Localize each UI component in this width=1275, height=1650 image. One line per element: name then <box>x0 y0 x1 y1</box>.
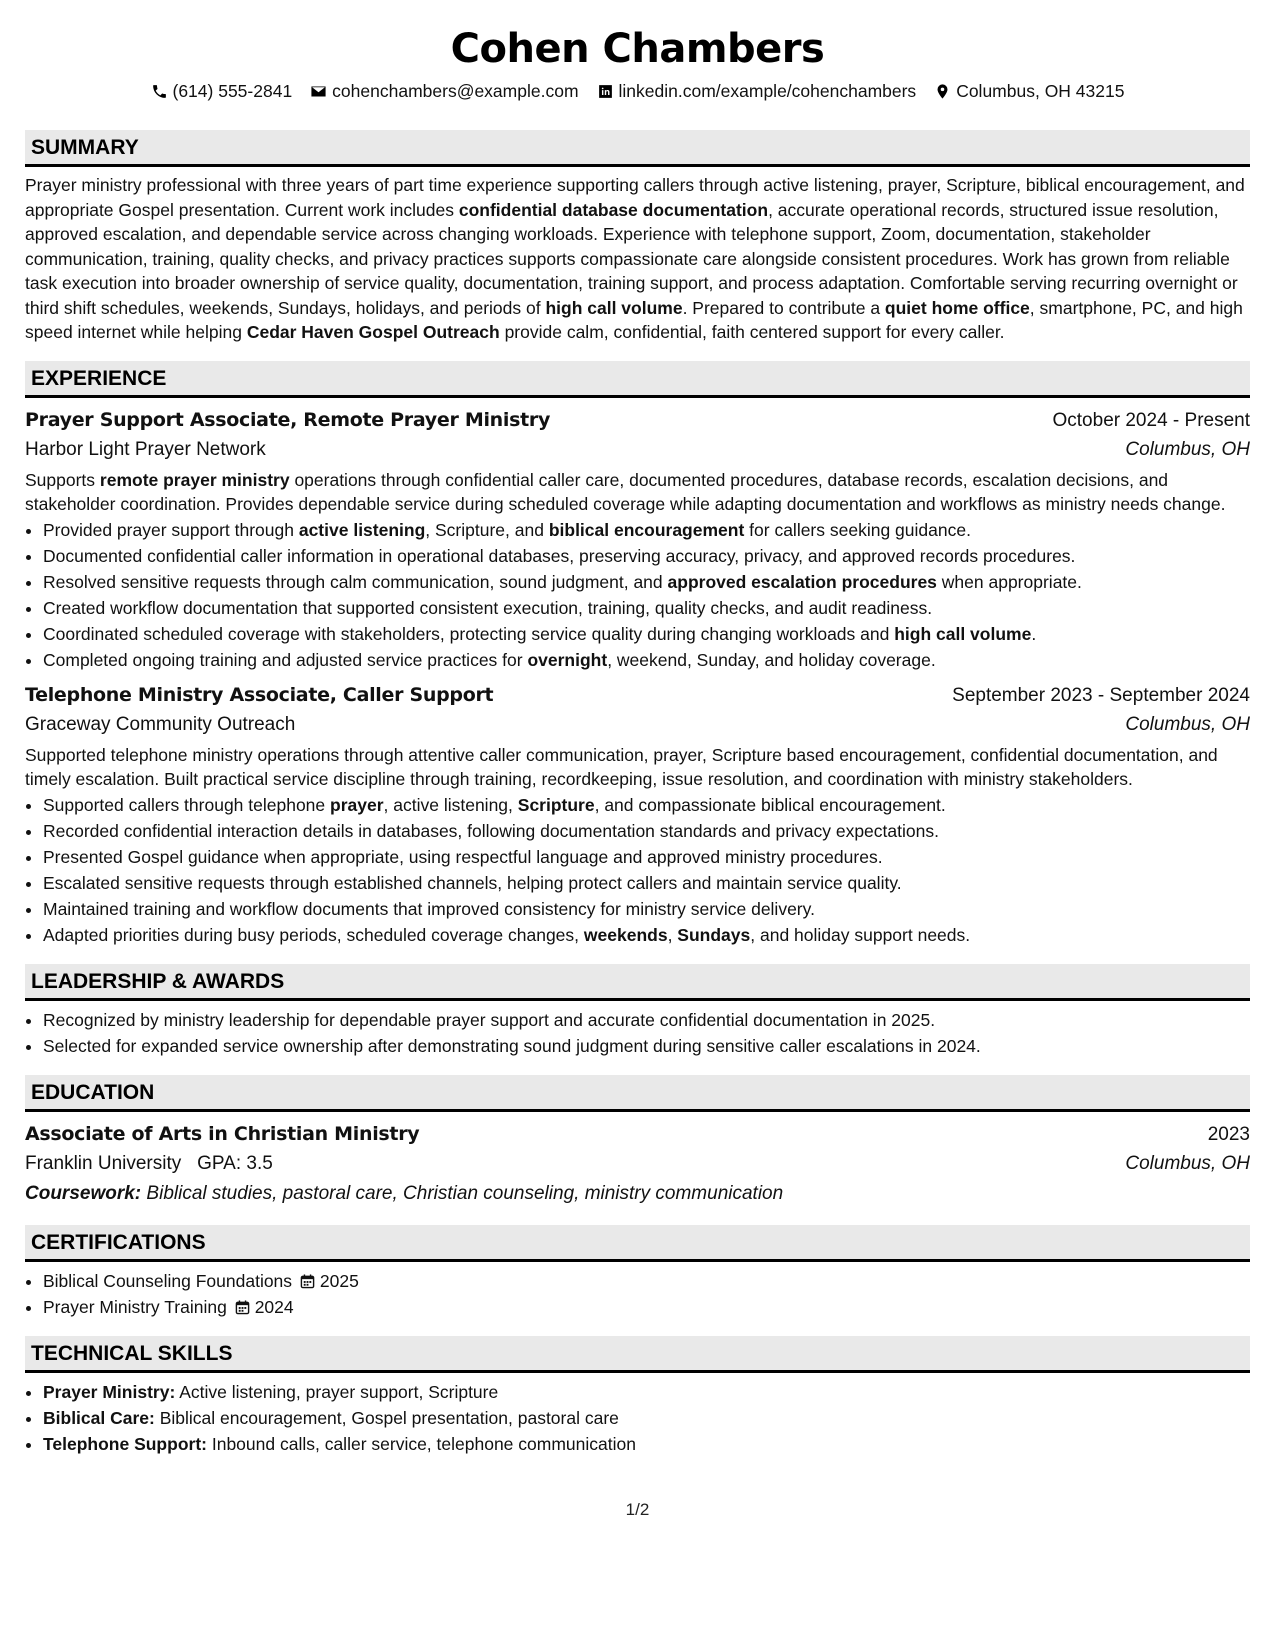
list-item <box>43 647 1250 673</box>
school-info <box>25 1149 273 1179</box>
bullet-seg: , and holiday support needs. <box>750 924 971 945</box>
job-description <box>25 743 1250 792</box>
linkedin-text[interactable]: linkedin.com/example/cohenchambers <box>618 81 917 101</box>
summary-seg: , smartphone, PC, and high speed internet while helping <box>25 297 1243 342</box>
bullet-seg: Escalated sensitive requests through established channels, helping protect callers and maintain service quality. <box>43 872 902 893</box>
degree-title: Associate of Arts in Christian Ministry <box>25 1122 420 1145</box>
desc-seg: operations through confidential caller care, documented procedures, database records, escalation decisions, and stakeholder coordination. Provides dependable service during scheduled coverage while adapting documentation and workflows as ministry needs change. <box>25 469 1226 514</box>
skills-heading: TECHNICAL SKILLS <box>25 1336 1250 1373</box>
summary-seg: , accurate operational records, structured issue resolution, approved escalation, and dependable service across changing workloads. Experience with telephone support, Zoom, documentation, stakeholder communication, training, quality checks, and privacy practices supports compassionate care alongside consistent procedures. Work has grown from reliable task execution into broader ownership of service quality, documentation, training support, and process adaptation. Comfortable serving recurring overnight or third shift schedules, weekends, Sundays, holidays, and periods of <box>25 199 1238 318</box>
list-item <box>43 1268 1250 1294</box>
contact-email[interactable] <box>310 78 578 104</box>
bullet-seg: Completed ongoing training and adjusted service practices for <box>43 649 528 670</box>
job-header <box>25 681 1250 710</box>
bullet-bold: biblical encouragement <box>548 519 745 540</box>
summary-heading: SUMMARY <box>25 130 1250 167</box>
bullet-seg: , active listening, <box>383 794 518 815</box>
education-heading: EDUCATION <box>25 1075 1250 1112</box>
list-item <box>43 517 1250 543</box>
coursework-text: Biblical studies, pastoral care, Christian counseling, ministry communication <box>146 1182 784 1204</box>
summary-bold: Cedar Haven Gospel Outreach <box>246 322 500 342</box>
cert-name: Biblical Counseling Foundations <box>43 1270 293 1291</box>
certifications-section <box>25 1225 1250 1320</box>
list-item <box>43 621 1250 647</box>
bullet-seg: Documented confidential caller information in operational databases, preserving accuracy, privacy, and approved records procedures. <box>43 545 1076 566</box>
school-location: Columbus, OH <box>1125 1152 1250 1174</box>
bullet-seg: , and compassionate biblical encouragement. <box>594 794 946 815</box>
certifications-list <box>25 1268 1250 1320</box>
location-text: Columbus, OH 43215 <box>956 81 1125 101</box>
bullet-seg: Recorded confidential interaction details in databases, following documentation standards and privacy expectations. <box>43 820 939 841</box>
skill-value: Biblical encouragement, Gospel presentation, pastoral care <box>159 1407 619 1428</box>
list-item <box>43 870 1250 896</box>
job-location: Columbus, OH <box>1125 438 1250 460</box>
bullet-bold: high call volume <box>894 623 1032 644</box>
bullet-seg: . <box>1031 623 1037 644</box>
job-subheader <box>25 710 1250 740</box>
experience-heading: EXPERIENCE <box>25 361 1250 398</box>
job-title: Prayer Support Associate, Remote Prayer Ministry <box>25 408 551 431</box>
skills-section <box>25 1336 1250 1457</box>
summary-text <box>25 173 1250 345</box>
list-item <box>43 543 1250 569</box>
bullet-bold: prayer <box>330 794 384 815</box>
job-company: Harbor Light Prayer Network <box>25 438 266 460</box>
list-item <box>43 1379 1250 1405</box>
job-entry <box>25 681 1250 948</box>
cert-year: 2025 <box>319 1270 359 1291</box>
phone-icon <box>151 83 168 100</box>
bullet-seg: Created workflow documentation that supported consistent execution, training, quality checks, and audit readiness. <box>43 597 933 618</box>
bullet-seg: Coordinated scheduled coverage with stakeholders, protecting service quality during changing workloads and <box>43 623 895 644</box>
summary-section <box>25 130 1250 345</box>
leadership-list <box>25 1007 1250 1059</box>
list-item <box>43 1405 1250 1431</box>
bullet-bold: overnight <box>527 649 608 670</box>
school-name: Franklin University <box>25 1152 182 1174</box>
bullet-seg: , <box>667 924 678 945</box>
bullet-seg: Adapted priorities during busy periods, scheduled coverage changes, <box>43 924 584 945</box>
summary-seg: Prayer ministry professional with three years of part time experience supporting callers through active listening, prayer, Scripture, biblical encouragement, and appropriate Gospel presentation. Current work includes <box>25 175 1245 220</box>
email-text[interactable]: cohenchambers@example.com <box>332 81 579 101</box>
resume-page <box>25 20 1250 1457</box>
bullet-seg: Supported callers through telephone <box>43 794 331 815</box>
envelope-icon <box>310 83 327 100</box>
summary-seg: provide calm, confidential, faith centered support for every caller. <box>499 322 1005 342</box>
list-item <box>43 595 1250 621</box>
education-subheader <box>25 1149 1250 1179</box>
skills-list <box>25 1379 1250 1457</box>
bullet-seg: Maintained training and workflow documents that improved consistency for ministry service delivery. <box>43 898 815 919</box>
job-description <box>25 468 1250 517</box>
page-number: 1/2 <box>625 1500 650 1519</box>
gpa: GPA: 3.5 <box>197 1152 273 1174</box>
desc-seg: Supported telephone ministry operations through attentive caller communication, prayer, Scripture based encouragement, confidential documentation, and timely escalation. Built practical service discipline through training, recordkeeping, issue resolution, and coordination with ministry stakeholders. <box>25 744 1218 789</box>
bullet-seg: Provided prayer support through <box>43 519 299 540</box>
list-item: • Recognized by ministry leadership for dependable prayer support and accurate confidential documentation in 2025. <box>43 1007 1250 1033</box>
leadership-heading: LEADERSHIP & AWARDS <box>25 964 1250 1001</box>
skill-label: Biblical Care: <box>43 1407 155 1428</box>
job-dates: October 2024 - Present <box>1052 409 1250 431</box>
list-item <box>43 1431 1250 1457</box>
coursework-label: Coursework: <box>25 1182 142 1204</box>
job-entry <box>25 406 1250 673</box>
summary-bold: quiet home office <box>884 297 1030 318</box>
contact-phone <box>151 78 293 104</box>
list-item <box>43 922 1250 948</box>
coursework <box>25 1179 1250 1209</box>
job-title: Telephone Ministry Associate, Caller Support <box>25 683 494 706</box>
skill-label: Telephone Support: <box>43 1433 207 1454</box>
job-bullets <box>25 517 1250 673</box>
bullet-bold: active listening <box>298 519 426 540</box>
degree-year: 2023 <box>1207 1123 1250 1145</box>
bullet-seg: , Scripture, and <box>425 519 549 540</box>
list-item <box>43 1294 1250 1320</box>
list-item: • Selected for expanded service ownership after demonstrating sound judgment during sensitive caller escalations in 2024. <box>43 1033 1250 1059</box>
summary-bold: confidential database documentation <box>458 199 769 220</box>
desc-bold: remote prayer ministry <box>99 469 290 490</box>
contact-bar <box>25 78 1250 104</box>
calendar-icon <box>300 1274 315 1289</box>
bullet-seg: , weekend, Sunday, and holiday coverage. <box>607 649 936 670</box>
leadership-section <box>25 964 1250 1059</box>
list-item <box>43 818 1250 844</box>
summary-seg: . Prepared to contribute a <box>682 297 885 318</box>
desc-seg: Supports <box>25 469 100 490</box>
bullet-seg: when appropriate. <box>936 571 1082 592</box>
experience-section <box>25 361 1250 948</box>
list-item <box>43 569 1250 595</box>
cert-year: 2024 <box>254 1296 294 1317</box>
job-bullets <box>25 792 1250 948</box>
contact-location <box>934 78 1124 104</box>
phone-text: (614) 555-2841 <box>172 81 293 101</box>
bullet-seg: Resolved sensitive requests through calm communication, sound judgment, and <box>43 571 668 592</box>
job-header <box>25 406 1250 435</box>
bullet-bold: Scripture <box>517 794 595 815</box>
bullet-bold: Sundays <box>677 924 751 945</box>
job-dates: September 2023 - September 2024 <box>952 684 1250 706</box>
job-company: Graceway Community Outreach <box>25 713 296 735</box>
job-subheader <box>25 435 1250 465</box>
summary-bold: high call volume <box>545 297 683 318</box>
candidate-name: Cohen Chambers <box>450 26 825 72</box>
certifications-heading: CERTIFICATIONS <box>25 1225 1250 1262</box>
bullet-bold: weekends <box>583 924 668 945</box>
calendar-icon <box>235 1300 250 1315</box>
list-item <box>43 792 1250 818</box>
skill-value: Active listening, prayer support, Scripture <box>179 1381 499 1402</box>
map-pin-icon <box>934 83 951 100</box>
linkedin-icon <box>597 83 614 100</box>
education-section <box>25 1075 1250 1209</box>
cert-name: Prayer Ministry Training <box>43 1296 227 1317</box>
list-item <box>43 896 1250 922</box>
list-item <box>43 844 1250 870</box>
bullet-bold: approved escalation procedures <box>667 571 937 592</box>
skill-label: Prayer Ministry: <box>43 1381 176 1402</box>
bullet-seg: Presented Gospel guidance when appropriate, using respectful language and approved ministry procedures. <box>43 846 883 867</box>
bullet-seg: for callers seeking guidance. <box>744 519 971 540</box>
education-header <box>25 1120 1250 1149</box>
skill-value: Inbound calls, caller service, telephone communication <box>211 1433 636 1454</box>
contact-linkedin[interactable] <box>597 78 917 104</box>
job-location: Columbus, OH <box>1125 713 1250 735</box>
